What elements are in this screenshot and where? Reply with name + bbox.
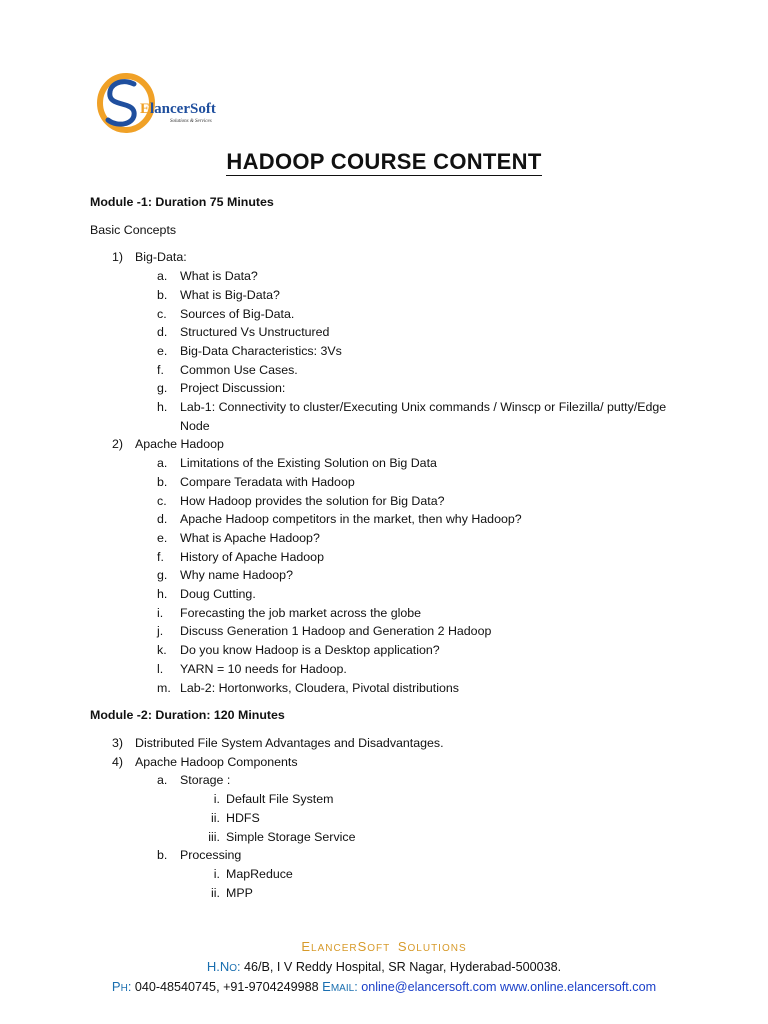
subtopic-letter: d.	[157, 325, 168, 340]
topic-text: Big-Data:	[135, 250, 187, 265]
detail-text: MPP	[226, 885, 253, 900]
subtopic-letter: f.	[157, 549, 164, 564]
topic-text: Apache Hadoop	[135, 437, 224, 452]
subtopic-text: YARN = 10 needs for Hadoop.	[180, 661, 347, 676]
detail-numeral: i.	[213, 792, 220, 807]
topic-list	[90, 248, 690, 697]
subtopic-letter: c.	[157, 493, 167, 508]
subtopic-letter: g.	[157, 381, 168, 396]
subtopic-item	[90, 585, 690, 604]
footer-brand: ELANCERSOFT SOLUTIONS	[301, 939, 467, 954]
detail-text: MapReduce	[226, 866, 293, 881]
topic-number: 3)	[112, 735, 124, 750]
subtopic-text: Forecasting the job market across the globe	[180, 605, 422, 620]
topic-number: 4)	[112, 754, 124, 769]
subtopic-item	[90, 771, 690, 846]
detail-numeral: iii.	[208, 829, 220, 844]
subtopic-text: Structured Vs Unstructured	[180, 325, 330, 340]
subtopic-text: Lab-2: Hortonworks, Cloudera, Pivotal distributions	[180, 680, 459, 695]
website-link[interactable]: www.online.elancersoft.com	[499, 980, 657, 994]
subtopic-item	[90, 361, 690, 380]
topic-number: 2)	[112, 437, 124, 452]
subtopic-item	[90, 566, 690, 585]
topic-text: Apache Hadoop Components	[135, 754, 298, 769]
subtopic-letter: j.	[157, 624, 164, 639]
subtopic-letter: b.	[157, 848, 168, 863]
svg-text:Solutions & Services: Solutions & Services	[170, 119, 212, 124]
subtopic-letter: d.	[157, 512, 168, 527]
subtopic-letter: e.	[157, 530, 168, 545]
subtopic-letter: m.	[157, 680, 171, 695]
subtopic-text: How Hadoop provides the solution for Big Data?	[180, 493, 445, 508]
detail-item	[90, 809, 690, 828]
subtopic-letter: k.	[157, 643, 167, 658]
subtopic-item	[90, 267, 690, 286]
subtopic-item	[90, 604, 690, 623]
module-heading: Module -2: Duration: 120 Minutes	[90, 708, 285, 723]
footer	[0, 938, 768, 998]
subtopic-item	[90, 660, 690, 679]
subtopic-text: Storage :	[180, 773, 231, 788]
detail-text: Default File System	[226, 792, 334, 807]
subtopic-letter: e.	[157, 343, 168, 358]
subtopic-item	[90, 305, 690, 324]
subtopic-text: What is Big-Data?	[180, 287, 280, 302]
detail-item	[90, 884, 690, 903]
subtopic-letter: c.	[157, 306, 167, 321]
subtopic-item	[90, 473, 690, 492]
subtopic-letter: g.	[157, 568, 168, 583]
detail-text: HDFS	[226, 810, 260, 825]
subtopic-letter: b.	[157, 287, 168, 302]
topic-number: 1)	[112, 250, 124, 265]
subtopic-item	[90, 548, 690, 567]
subtopic-item	[90, 679, 690, 698]
topic-item	[90, 435, 690, 697]
detail-list	[180, 790, 690, 846]
subtopic-text: Doug Cutting.	[180, 587, 256, 602]
subtopic-letter: a.	[157, 269, 168, 284]
topic-list	[90, 734, 690, 902]
subtopic-text: What is Data?	[180, 269, 258, 284]
detail-list	[180, 865, 690, 902]
detail-item	[90, 865, 690, 884]
subtopic-item	[90, 342, 690, 361]
subtopic-text: Why name Hadoop?	[180, 568, 293, 583]
detail-item	[90, 828, 690, 847]
topic-item	[90, 248, 690, 435]
detail-numeral: ii.	[211, 885, 220, 900]
subtopic-text: What is Apache Hadoop?	[180, 530, 320, 545]
subtopic-letter: i.	[157, 605, 164, 620]
subtopic-item	[90, 622, 690, 641]
detail-item	[90, 790, 690, 809]
subtopic-item	[90, 846, 690, 902]
subtopic-item	[90, 286, 690, 305]
email-link[interactable]: online@elancersoft.com	[361, 980, 497, 994]
company-logo	[96, 72, 236, 134]
subtopic-text: Compare Teradata with Hadoop	[180, 474, 355, 489]
subtopic-item	[90, 641, 690, 660]
topic-item	[90, 753, 690, 903]
subtopic-item	[90, 323, 690, 342]
detail-numeral: i.	[213, 866, 220, 881]
subtopic-text: Lab-1: Connectivity to cluster/Executing Unix commands / Winscp or Filezilla/ putty/Edge Node	[180, 400, 667, 433]
subtopic-letter: l.	[157, 661, 164, 676]
subtopic-text: Apache Hadoop competitors in the market, then why Hadoop?	[180, 512, 522, 527]
topic-item	[90, 734, 690, 753]
subtopic-text: Common Use Cases.	[180, 362, 298, 377]
subtopic-letter: b.	[157, 474, 168, 489]
subtopic-item	[90, 379, 690, 398]
subtopic-text: Processing	[180, 848, 242, 863]
subtopic-text: Sources of Big-Data.	[180, 306, 295, 321]
subtopic-item	[90, 510, 690, 529]
footer-contact: PH: 040-48540745, +91-9704249988 EMAIL: online@elancersoft.com www.online.elancersoft.com	[111, 979, 657, 994]
subtopic-letter: f.	[157, 362, 164, 377]
subtopic-letter: a.	[157, 773, 168, 788]
subtopic-letter: a.	[157, 456, 168, 471]
footer-address: H.NO: 46/B, I V Reddy Hospital, SR Nagar, Hyderabad-500038.	[206, 959, 562, 974]
subtopic-text: Discuss Generation 1 Hadoop and Generation 2 Hadoop	[180, 624, 492, 639]
subtopic-text: Limitations of the Existing Solution on Big Data	[180, 456, 437, 471]
subtopic-text: History of Apache Hadoop	[180, 549, 324, 564]
subtopic-text: Do you know Hadoop is a Desktop application?	[180, 643, 440, 658]
subtopic-item	[90, 529, 690, 548]
elancersoft-logo-icon	[96, 72, 236, 134]
module-heading: Module -1: Duration 75 Minutes	[90, 195, 274, 209]
svg-text:ElancerSoft: ElancerSoft	[140, 101, 216, 117]
subtopic-text: Project Discussion:	[180, 381, 286, 396]
subtopic-letter: h.	[157, 400, 168, 415]
section-heading: Basic Concepts	[90, 222, 177, 237]
subtopic-item	[90, 454, 690, 473]
detail-text: Simple Storage Service	[226, 829, 356, 844]
subtopic-list	[135, 771, 690, 902]
subtopic-item	[90, 398, 690, 435]
topic-text: Distributed File System Advantages and Disadvantages.	[135, 735, 444, 750]
page-title: HADOOP COURSE CONTENT	[226, 149, 542, 174]
subtopic-list	[135, 454, 690, 697]
subtopic-text: Big-Data Characteristics: 3Vs	[180, 343, 342, 358]
subtopic-letter: h.	[157, 587, 168, 602]
course-content	[90, 193, 690, 902]
detail-numeral: ii.	[211, 810, 220, 825]
subtopic-list	[135, 267, 690, 435]
subtopic-item	[90, 492, 690, 511]
